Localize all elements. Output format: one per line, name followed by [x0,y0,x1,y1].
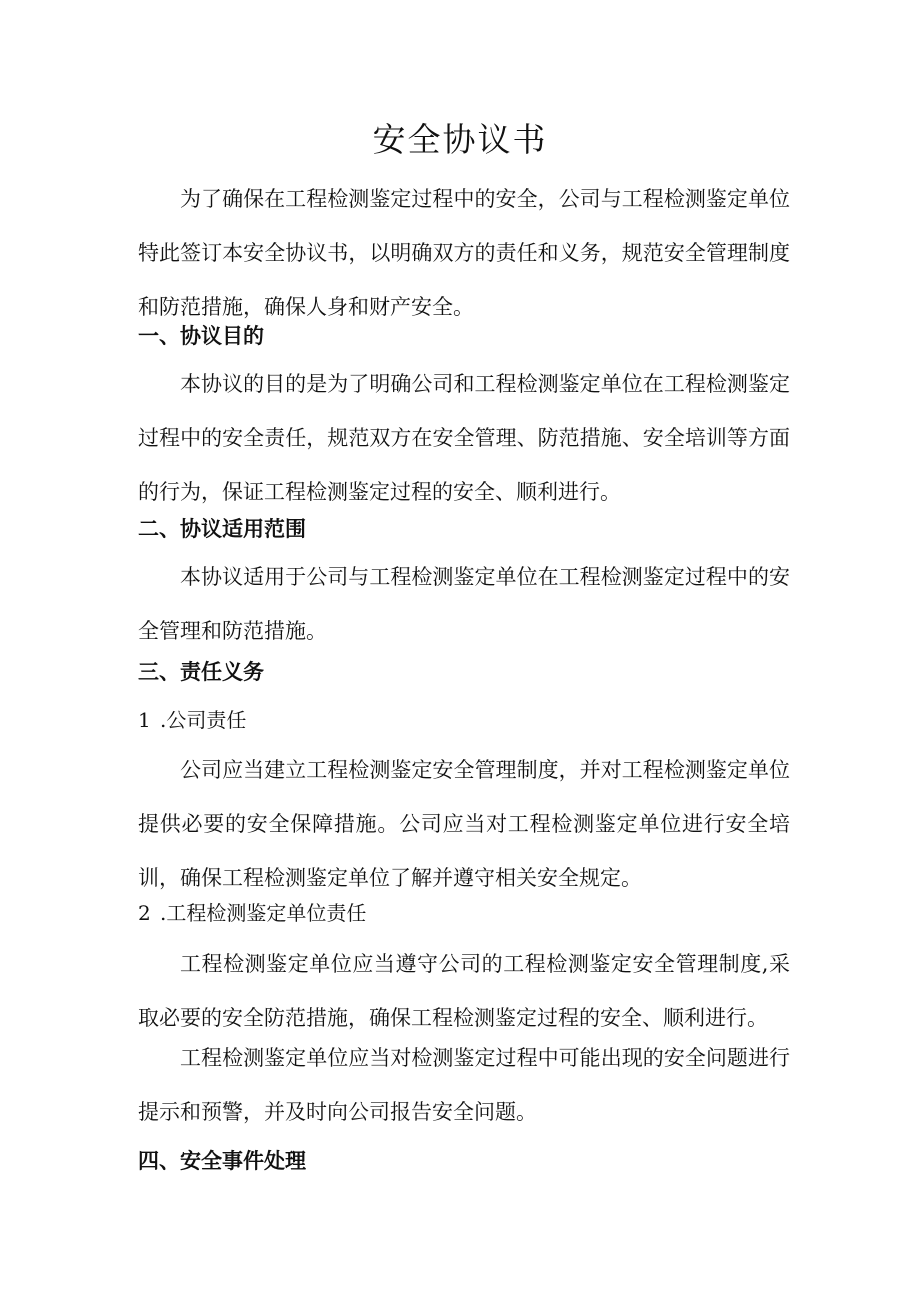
section-heading-incident-handling: 四、安全事件处理 [138,1149,306,1173]
intro-paragraph: 为了确保在工程检测鉴定过程中的安全，公司与工程检测鉴定单位特此签订本安全协议书，以明确双方的责任和义务，规范安全管理制度和防范措施，确保人身和财产安全。 [138,187,790,319]
subsection-number: 2 [138,901,151,925]
subsection-title: .公司责任 [160,708,247,732]
section-heading-responsibilities: 三、责任义务 [138,660,264,684]
subsection-company-responsibility [138,705,246,735]
section-heading-scope: 二、协议适用范围 [138,517,306,541]
company-responsibility-paragraph: 公司应当建立工程检测鉴定安全管理制度，并对工程检测鉴定单位提供必要的安全保障措施。公司应当对工程检测鉴定单位进行安全培训，确保工程检测鉴定单位了解并遵守相关安全规定。 [138,758,790,890]
section-purpose-paragraph: 本协议的目的是为了明确公司和工程检测鉴定单位在工程检测鉴定过程中的安全责任，规范双方在安全管理、防范措施、安全培训等方面的行为，保证工程检测鉴定过程的安全、顺利进行。 [138,372,790,504]
unit-responsibility-paragraph-1: 工程检测鉴定单位应当遵守公司的工程检测鉴定安全管理制度,采取必要的安全防范措施，确保工程检测鉴定过程的安全、顺利进行。 [138,952,790,1030]
subsection-unit-responsibility [138,898,366,928]
unit-responsibility-paragraph-2: 工程检测鉴定单位应当对检测鉴定过程中可能出现的安全问题进行提示和预警，并及时向公司报告安全问题。 [138,1046,790,1124]
section-heading-purpose: 一、协议目的 [138,324,264,348]
subsection-title: .工程检测鉴定单位责任 [160,901,367,925]
section-scope-paragraph: 本协议适用于公司与工程检测鉴定单位在工程检测鉴定过程中的安全管理和防范措施。 [138,565,790,643]
subsection-number: 1 [138,708,151,732]
document-title: 安全协议书 [372,120,548,159]
